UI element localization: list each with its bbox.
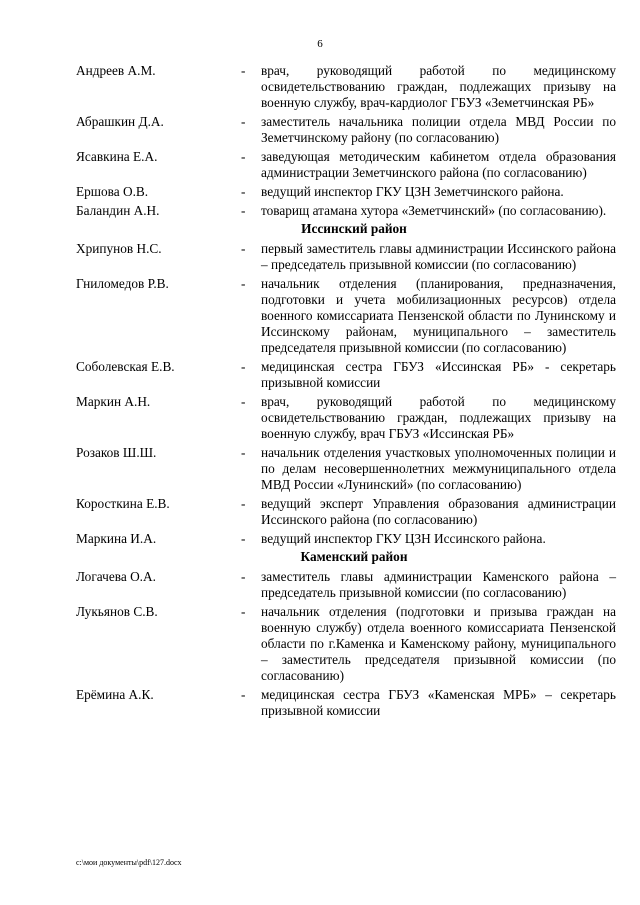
- member-position: ведущий инспектор ГКУ ЦЗН Земетчинского района.: [261, 184, 564, 199]
- member-name: Андреев А.М.: [76, 63, 156, 78]
- member-position: врач, руководящий работой по медицинскому освидетельствованию граждан, подлежащих призыву на военную службу, врач ГБУЗ «Иссинская РБ»: [261, 394, 616, 441]
- member-row: [76, 241, 616, 273]
- member-row: [76, 359, 616, 391]
- member-row: [76, 149, 616, 181]
- member-position: медицинская сестра ГБУЗ «Каменская МРБ» – секретарь призывной комиссии: [261, 687, 616, 718]
- member-position: начальник отделения (подготовки и призыва граждан на военную службу) отдела военного комиссариата Пензенской области по г.Каменка и Каменскому району, муниципального – заместитель председателя призывной комиссии (по согласованию): [261, 604, 616, 683]
- member-name: Баландин А.Н.: [76, 203, 160, 218]
- member-position: медицинская сестра ГБУЗ «Иссинская РБ» - секретарь призывной комиссии: [261, 359, 616, 390]
- file-path-footer: c:\мои документы\pdf\127.docx: [76, 858, 182, 867]
- member-row: [76, 445, 616, 493]
- member-row: [76, 531, 616, 547]
- member-position: заместитель главы администрации Каменского района – председатель призывной комиссии (по согласованию): [261, 569, 616, 600]
- member-row: [76, 687, 616, 719]
- member-position: заведующая методическим кабинетом отдела образования администрации Земетчинского района (по согласованию): [261, 149, 616, 180]
- member-position: врач, руководящий работой по медицинскому освидетельствованию граждан, подлежащих призыву на военную службу, врач-кардиолог ГБУЗ «Земетчинская РБ»: [261, 63, 616, 110]
- member-position: начальник отделения (планирования, предназначения, подготовки и учета мобилизационных ресурсов) отдела военного комиссариата Пензенской области по Лунинскому и Иссинскому районам, муниципального – заместитель председателя призывной комиссии (по согласованию): [261, 276, 616, 355]
- member-name: Логачева О.А.: [76, 569, 156, 584]
- member-position: товарищ атамана хутора «Земетчинский» (по согласованию).: [261, 203, 607, 218]
- member-row: [76, 604, 616, 684]
- dash-separator: -: [241, 203, 246, 218]
- section-title: Иссинский район: [301, 221, 407, 236]
- dash-separator: -: [241, 114, 246, 129]
- member-name: Ершова О.В.: [76, 184, 149, 199]
- member-name: Розаков Ш.Ш.: [76, 445, 157, 460]
- section-title: Каменский район: [300, 549, 408, 564]
- member-name: Абрашкин Д.А.: [76, 114, 164, 129]
- dash-separator: -: [241, 445, 246, 460]
- member-name: Коросткина Е.В.: [76, 496, 170, 511]
- dash-separator: -: [241, 604, 246, 619]
- member-row: [76, 394, 616, 442]
- dash-separator: -: [241, 184, 246, 199]
- commission-list: [76, 63, 616, 722]
- member-row: [76, 184, 616, 200]
- member-name: Маркин А.Н.: [76, 394, 151, 409]
- dash-separator: -: [241, 687, 246, 702]
- member-position: ведущий инспектор ГКУ ЦЗН Иссинского района.: [261, 531, 546, 546]
- dash-separator: -: [241, 496, 246, 511]
- dash-separator: -: [241, 63, 246, 78]
- member-row: [76, 63, 616, 111]
- member-position: заместитель начальника полиции отдела МВД России по Земетчинскому району (по согласованию): [261, 114, 616, 145]
- member-row: [76, 276, 616, 356]
- page-number: 6: [317, 38, 323, 50]
- dash-separator: -: [241, 531, 246, 546]
- member-name: Гниломедов Р.В.: [76, 276, 169, 291]
- member-row: [76, 203, 616, 219]
- member-name: Ерёмина А.К.: [76, 687, 154, 702]
- member-name: Лукьянов С.В.: [76, 604, 158, 619]
- dash-separator: -: [241, 276, 246, 291]
- dash-separator: -: [241, 241, 246, 256]
- member-position: начальник отделения участковых уполномоченных полиции и по делам несовершеннолетних межмуниципального отдела МВД России «Лунинский» (по согласованию): [261, 445, 616, 492]
- member-row: [76, 114, 616, 146]
- dash-separator: -: [241, 359, 246, 374]
- dash-separator: -: [241, 394, 246, 409]
- dash-separator: -: [241, 569, 246, 584]
- member-position: первый заместитель главы администрации Иссинского района – председатель призывной комиссии (по согласованию): [261, 241, 616, 272]
- member-row: [76, 496, 616, 528]
- member-name: Ясавкина Е.А.: [76, 149, 158, 164]
- member-name: Хрипунов Н.С.: [76, 241, 162, 256]
- member-name: Маркина И.А.: [76, 531, 157, 546]
- dash-separator: -: [241, 149, 246, 164]
- member-row: [76, 569, 616, 601]
- member-position: ведущий эксперт Управления образования администрации Иссинского района (по согласованию): [261, 496, 616, 527]
- member-name: Соболевская Е.В.: [76, 359, 175, 374]
